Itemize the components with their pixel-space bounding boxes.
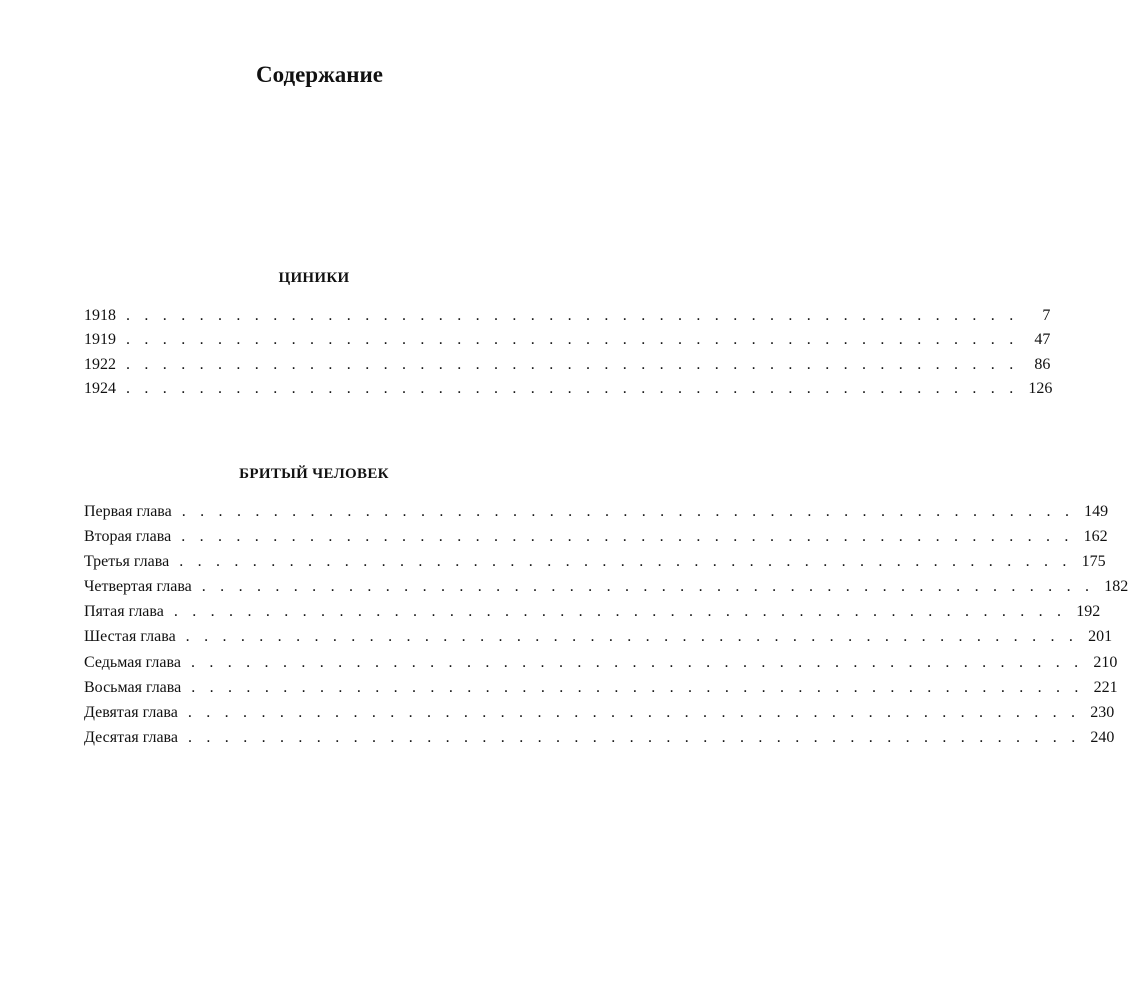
toc-entry[interactable]: [84, 624, 1113, 649]
dot-leader: . . . . . . . . . . . . . . . . . . . . . . . . . . . . . . . . . . . . . . . . . . . . . . . . .: [187, 703, 1081, 721]
toc-entry[interactable]: [84, 499, 1109, 524]
page-title: Содержание: [256, 62, 383, 87]
toc-entry[interactable]: [84, 574, 1128, 599]
dot-leader: . . . . . . . . . . . . . . . . . . . . . . . . . . . . . . . . . . . . . . . . . . . . . . . . .: [191, 678, 1084, 696]
toc-entry-label: Третья глава: [84, 553, 170, 571]
toc-entry-page: 126: [1028, 379, 1053, 397]
toc-entry[interactable]: [84, 675, 1118, 700]
toc-entry[interactable]: [84, 599, 1101, 624]
toc-entry-page: 162: [1083, 528, 1108, 546]
toc-entry[interactable]: [84, 328, 1051, 352]
section-heading-shaved-man: БРИТЫЙ ЧЕЛОВЕК: [239, 466, 389, 482]
toc-entry-label: Первая глава: [84, 503, 172, 520]
toc-entry[interactable]: [84, 353, 1051, 377]
toc-entry[interactable]: [84, 725, 1115, 750]
toc-entry-label: Девятая глава: [84, 703, 178, 721]
dot-leader: . . . . . . . . . . . . . . . . . . . . . . . . . . . . . . . . . . . . . . . . . . . . . . . . .: [188, 728, 1081, 746]
toc-entry-page: 7: [1042, 307, 1051, 324]
toc-entry-label: Вторая глава: [84, 528, 172, 546]
toc-entry-page: 210: [1093, 653, 1118, 671]
toc-list-cynics: [84, 304, 1053, 401]
toc-entry-label: Седьмая глава: [84, 653, 181, 671]
toc-entry-page: 240: [1090, 728, 1115, 746]
toc-entry-label: 1924: [84, 379, 116, 397]
section-heading-cynics: ЦИНИКИ: [278, 270, 350, 286]
dot-leader: . . . . . . . . . . . . . . . . . . . . . . . . . . . . . . . . . . . . . . . . . . . . . . . . .: [185, 628, 1079, 646]
dot-leader: . . . . . . . . . . . . . . . . . . . . . . . . . . . . . . . . . . . . . . . . . . . . . . . . .: [181, 528, 1074, 546]
toc-entry-page: 149: [1084, 503, 1109, 520]
toc-entry[interactable]: [84, 700, 1115, 725]
toc-entry-page: 230: [1090, 703, 1115, 721]
toc-entry[interactable]: [84, 377, 1053, 401]
toc-entry[interactable]: [84, 650, 1118, 675]
toc-entry-label: 1919: [84, 331, 116, 349]
toc-entry-label: Десятая глава: [84, 728, 178, 746]
toc-entry-label: Пятая глава: [84, 603, 164, 621]
toc-entry-label: 1918: [84, 307, 116, 324]
dot-leader: . . . . . . . . . . . . . . . . . . . . . . . . . . . . . . . . . . . . . . . . . . . . . . . . .: [181, 503, 1075, 520]
toc-entry-label: Шестая глава: [84, 628, 176, 646]
dot-leader: . . . . . . . . . . . . . . . . . . . . . . . . . . . . . . . . . . . . . . . . . . . . . . . . .: [201, 578, 1095, 596]
dot-leader: . . . . . . . . . . . . . . . . . . . . . . . . . . . . . . . . . . . . . . . . . . . . . . . . .: [126, 331, 1019, 349]
toc-entry-label: Восьмая глава: [84, 678, 182, 696]
dot-leader: . . . . . . . . . . . . . . . . . . . . . . . . . . . . . . . . . . . . . . . . . . . . . . . . .: [126, 379, 1019, 397]
toc-entry-page: 192: [1076, 603, 1101, 621]
toc-entry-label: 1922: [84, 355, 116, 373]
dot-leader: . . . . . . . . . . . . . . . . . . . . . . . . . . . . . . . . . . . . . . . . . . . . . . . . .: [173, 603, 1067, 621]
dot-leader: . . . . . . . . . . . . . . . . . . . . . . . . . . . . . . . . . . . . . . . . . . . . . . . . .: [126, 307, 1019, 324]
toc-entry-page: 47: [1034, 331, 1051, 349]
toc-entry[interactable]: [84, 524, 1108, 549]
toc-entry-page: 182: [1104, 578, 1128, 596]
toc-entry-page: 86: [1034, 355, 1051, 373]
dot-leader: . . . . . . . . . . . . . . . . . . . . . . . . . . . . . . . . . . . . . . . . . . . . . . . . .: [179, 553, 1072, 571]
toc-entry-page: 201: [1088, 628, 1113, 646]
dot-leader: . . . . . . . . . . . . . . . . . . . . . . . . . . . . . . . . . . . . . . . . . . . . . . . . .: [190, 653, 1084, 671]
toc-entry-page: 175: [1081, 553, 1106, 571]
toc-list-shaved-man: [84, 499, 1128, 750]
toc-entry-page: 221: [1093, 678, 1118, 696]
toc-entry[interactable]: [84, 304, 1051, 328]
dot-leader: . . . . . . . . . . . . . . . . . . . . . . . . . . . . . . . . . . . . . . . . . . . . . . . . .: [126, 355, 1019, 373]
toc-entry-label: Четвертая глава: [84, 578, 192, 596]
toc-entry[interactable]: [84, 549, 1106, 574]
